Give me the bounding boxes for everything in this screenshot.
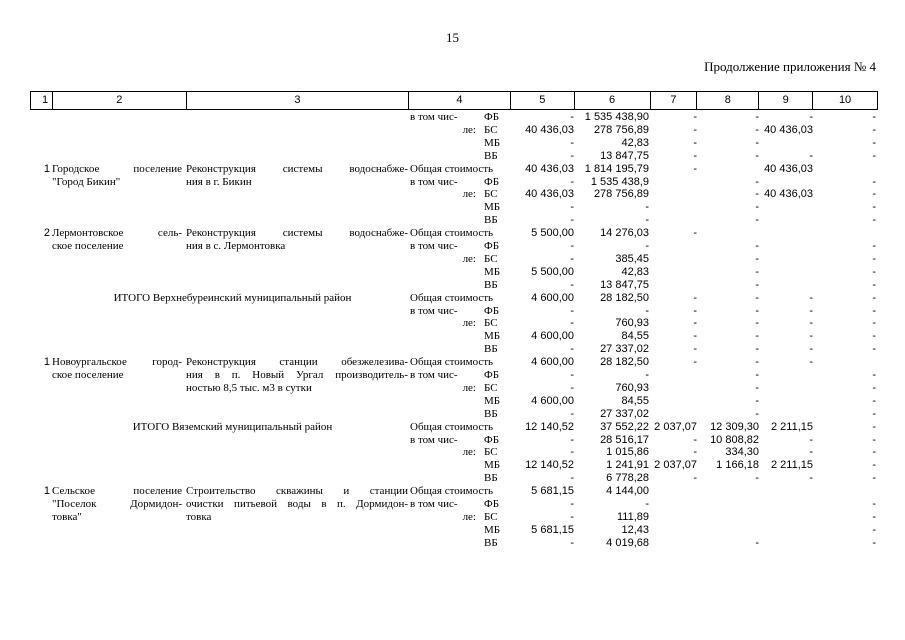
table-row bbox=[0, 485, 905, 498]
value-col-10: - bbox=[872, 394, 876, 407]
object-cell: ностью 8,5 тыс. м3 в сутки bbox=[186, 381, 312, 394]
funding-source: БС bbox=[484, 317, 498, 330]
table-row bbox=[0, 150, 905, 163]
value-col-5: 12 140,52 bbox=[525, 420, 574, 433]
value-col-5: 4 600,00 bbox=[531, 291, 574, 304]
table-row bbox=[0, 163, 905, 176]
value-col-7: - bbox=[693, 304, 697, 317]
value-col-6: 1 535 438,9 bbox=[590, 175, 649, 188]
value-col-10: - bbox=[872, 136, 876, 149]
value-col-7: - bbox=[693, 136, 697, 149]
value-col-9: - bbox=[809, 317, 813, 330]
municipality-cell: Лермонтовское сель- bbox=[52, 227, 182, 240]
value-col-10: - bbox=[872, 214, 876, 227]
funding-source: МБ bbox=[484, 265, 501, 278]
object-cell: товка bbox=[186, 510, 212, 523]
value-col-10: - bbox=[872, 278, 876, 291]
table-row bbox=[0, 382, 905, 395]
value-col-9: 2 211,15 bbox=[770, 459, 813, 472]
value-col-8: - bbox=[755, 123, 759, 136]
table-row bbox=[0, 408, 905, 421]
cost-label: ле: bbox=[462, 446, 476, 459]
value-col-8: - bbox=[755, 175, 759, 188]
table-row bbox=[0, 124, 905, 137]
header-cell-8: 8 bbox=[697, 92, 759, 109]
table-row bbox=[0, 537, 905, 550]
value-col-6: 27 337,02 bbox=[600, 343, 649, 356]
value-col-5: - bbox=[570, 381, 574, 394]
value-col-5: - bbox=[570, 446, 574, 459]
value-col-8: - bbox=[755, 472, 759, 485]
value-col-5: - bbox=[570, 252, 574, 265]
value-col-7: - bbox=[693, 291, 697, 304]
object-cell: ния в с. Лермонтовка bbox=[186, 240, 286, 252]
municipality-cell: ское поселение bbox=[52, 369, 124, 381]
value-col-10: - bbox=[872, 498, 876, 510]
value-col-6: 13 847,75 bbox=[600, 278, 649, 291]
cost-label: ле: bbox=[462, 188, 476, 201]
value-col-6: 12,43 bbox=[621, 523, 649, 536]
value-col-10: - bbox=[872, 420, 876, 433]
value-col-8: - bbox=[755, 188, 759, 201]
cost-label: Общая стоимость bbox=[410, 291, 494, 304]
table-row bbox=[0, 472, 905, 485]
value-col-8: - bbox=[755, 240, 759, 252]
table-row bbox=[0, 511, 905, 524]
value-col-9: - bbox=[809, 304, 813, 317]
value-col-6: - bbox=[645, 201, 649, 214]
value-col-5: 40 436,03 bbox=[525, 188, 574, 201]
value-col-6: 1 241,91 bbox=[606, 459, 649, 472]
value-col-5: - bbox=[570, 240, 574, 252]
value-col-6: 760,93 bbox=[615, 381, 649, 394]
value-col-6: - bbox=[645, 498, 649, 510]
value-col-10: - bbox=[872, 536, 876, 549]
value-col-8: - bbox=[755, 317, 759, 330]
page-number: 15 bbox=[446, 30, 459, 45]
value-col-5: 4 600,00 bbox=[531, 330, 574, 343]
header-cell-2: 2 bbox=[53, 92, 187, 109]
value-col-7: - bbox=[693, 356, 697, 369]
table-row bbox=[0, 343, 905, 356]
value-col-8: - bbox=[755, 304, 759, 317]
table-row bbox=[0, 395, 905, 408]
municipality-cell: ское поселение bbox=[52, 240, 124, 252]
value-col-7: - bbox=[693, 149, 697, 162]
row-number: 1 bbox=[43, 356, 50, 369]
value-col-5: - bbox=[570, 149, 574, 162]
table-row bbox=[0, 240, 905, 253]
funding-source: МБ bbox=[484, 394, 501, 407]
value-col-5: - bbox=[570, 136, 574, 149]
value-col-10: - bbox=[872, 343, 876, 356]
value-col-7: - bbox=[693, 330, 697, 343]
value-col-6: 84,55 bbox=[621, 394, 649, 407]
value-col-10: - bbox=[872, 304, 876, 317]
cost-label: в том чис- bbox=[410, 111, 458, 123]
value-col-9: - bbox=[809, 111, 813, 123]
object-cell: Реконструкция системы водоснабже- bbox=[186, 162, 408, 175]
table-row bbox=[0, 446, 905, 459]
value-col-10: - bbox=[872, 201, 876, 214]
value-col-9: - bbox=[809, 343, 813, 356]
table-row bbox=[0, 253, 905, 266]
value-col-5: - bbox=[570, 111, 574, 123]
funding-source: ФБ bbox=[484, 304, 500, 317]
value-col-5: 5 500,00 bbox=[531, 227, 574, 240]
value-col-5: 5 681,15 bbox=[531, 485, 574, 498]
object-cell: Реконструкция системы водоснабже- bbox=[186, 227, 408, 240]
cost-label: Общая стоимость bbox=[410, 420, 494, 433]
table-row bbox=[0, 227, 905, 240]
table-row bbox=[0, 356, 905, 369]
value-col-6: 37 552,22 bbox=[600, 420, 649, 433]
value-col-8: - bbox=[755, 265, 759, 278]
value-col-9: - bbox=[809, 330, 813, 343]
value-col-6: 14 276,03 bbox=[600, 227, 649, 240]
value-col-7: - bbox=[693, 227, 697, 240]
value-col-5: - bbox=[570, 369, 574, 381]
funding-source: БС bbox=[484, 252, 498, 265]
value-col-6: - bbox=[645, 304, 649, 317]
table-row bbox=[0, 421, 905, 434]
table-row bbox=[0, 201, 905, 214]
value-col-10: - bbox=[872, 407, 876, 420]
value-col-6: - bbox=[645, 240, 649, 252]
value-col-10: - bbox=[872, 523, 876, 536]
table-header bbox=[30, 91, 878, 110]
value-col-6: 278 756,89 bbox=[593, 123, 649, 136]
municipality-cell: Городское поселение bbox=[52, 162, 182, 175]
row-number: 1 bbox=[43, 485, 50, 498]
table-row bbox=[0, 459, 905, 472]
value-col-7: - bbox=[693, 343, 697, 356]
total-label: ИТОГО Верхнебуреинский муниципальный район bbox=[113, 291, 352, 304]
cost-label: Общая стоимость bbox=[410, 227, 494, 240]
value-col-8: - bbox=[755, 214, 759, 227]
value-col-9: 40 436,03 bbox=[764, 123, 813, 136]
value-col-5: - bbox=[570, 536, 574, 549]
value-col-6: 28 516,17 bbox=[600, 433, 649, 446]
cost-label: ле: bbox=[462, 252, 476, 265]
value-col-10: - bbox=[872, 381, 876, 394]
value-col-5: - bbox=[570, 498, 574, 510]
value-col-7: - bbox=[693, 111, 697, 123]
cost-label: в том чис- bbox=[410, 498, 458, 510]
value-col-6: 1 814 195,79 bbox=[584, 162, 649, 175]
header-cell-5: 5 bbox=[511, 92, 575, 109]
value-col-6: - bbox=[645, 369, 649, 381]
value-col-8: - bbox=[755, 252, 759, 265]
value-col-5: 40 436,03 bbox=[525, 123, 574, 136]
cost-label: в том чис- bbox=[410, 369, 458, 381]
value-col-6: 27 337,02 bbox=[600, 407, 649, 420]
table-row bbox=[0, 176, 905, 189]
funding-source: ФБ bbox=[484, 433, 500, 446]
value-col-6: 1 535 438,90 bbox=[584, 111, 649, 123]
header-cell-1: 1 bbox=[31, 92, 53, 109]
table-row bbox=[0, 137, 905, 150]
value-col-10: - bbox=[872, 240, 876, 252]
funding-source: ФБ bbox=[484, 369, 500, 381]
object-cell: Строительство скважины и станции bbox=[186, 485, 408, 498]
value-col-10: - bbox=[872, 175, 876, 188]
value-col-10: - bbox=[872, 446, 876, 459]
funding-source: ВБ bbox=[484, 407, 498, 420]
cost-label: в том чис- bbox=[410, 433, 458, 446]
value-col-5: - bbox=[570, 201, 574, 214]
table-row bbox=[0, 330, 905, 343]
value-col-6: 28 182,50 bbox=[600, 291, 649, 304]
table-row bbox=[0, 111, 905, 124]
header-cell-7: 7 bbox=[651, 92, 698, 109]
value-col-10: - bbox=[872, 291, 876, 304]
value-col-8: - bbox=[755, 369, 759, 381]
value-col-5: 5 681,15 bbox=[531, 523, 574, 536]
value-col-7: 2 037,07 bbox=[654, 459, 697, 472]
cost-label: Общая стоимость bbox=[410, 356, 494, 369]
value-col-10: - bbox=[872, 369, 876, 381]
value-col-9: - bbox=[809, 291, 813, 304]
value-col-6: 13 847,75 bbox=[600, 149, 649, 162]
funding-source: ВБ bbox=[484, 278, 498, 291]
funding-source: МБ bbox=[484, 330, 501, 343]
continuation-heading: Продолжение приложения № 4 bbox=[704, 59, 876, 74]
value-col-8: - bbox=[755, 356, 759, 369]
funding-source: ВБ bbox=[484, 536, 498, 549]
municipality-cell: Сельское поселение bbox=[52, 485, 182, 498]
value-col-8: - bbox=[755, 394, 759, 407]
cost-label: ле: bbox=[462, 123, 476, 136]
header-cell-10: 10 bbox=[838, 94, 852, 106]
value-col-9: - bbox=[809, 356, 813, 369]
value-col-7: - bbox=[693, 162, 697, 175]
value-col-8: - bbox=[755, 278, 759, 291]
value-col-10: - bbox=[872, 252, 876, 265]
value-col-7: - bbox=[693, 472, 697, 485]
value-col-7: - bbox=[693, 446, 697, 459]
value-col-9: - bbox=[809, 149, 813, 162]
value-col-9: - bbox=[809, 433, 813, 446]
value-col-5: - bbox=[570, 510, 574, 523]
value-col-5: - bbox=[570, 317, 574, 330]
table-row bbox=[0, 498, 905, 511]
table-row bbox=[0, 266, 905, 279]
value-col-8: - bbox=[755, 381, 759, 394]
value-col-6: 42,83 bbox=[621, 265, 649, 278]
funding-source: ВБ bbox=[484, 214, 498, 227]
value-col-5: 12 140,52 bbox=[525, 459, 574, 472]
value-col-5: - bbox=[570, 304, 574, 317]
value-col-8: - bbox=[755, 330, 759, 343]
header-cell-3: 3 bbox=[187, 92, 409, 109]
table-row bbox=[0, 369, 905, 382]
object-cell: ния в г. Бикин bbox=[186, 175, 252, 188]
value-col-6: 760,93 bbox=[615, 317, 649, 330]
header-cell-6: 6 bbox=[575, 92, 651, 109]
value-col-8: 1 166,18 bbox=[716, 459, 759, 472]
value-col-6: 278 756,89 bbox=[593, 188, 649, 201]
value-col-8: - bbox=[755, 536, 759, 549]
row-number: 1 bbox=[43, 162, 50, 175]
cost-label: в том чис- bbox=[410, 304, 458, 317]
value-col-10: - bbox=[872, 317, 876, 330]
municipality-cell: "Поселок Дормидон- bbox=[52, 498, 182, 510]
funding-source: ФБ bbox=[484, 240, 500, 252]
value-col-7: - bbox=[693, 317, 697, 330]
value-col-10: - bbox=[872, 330, 876, 343]
value-col-9: - bbox=[809, 472, 813, 485]
funding-source: МБ bbox=[484, 523, 501, 536]
value-col-6: 4 019,68 bbox=[606, 536, 649, 549]
value-col-8: - bbox=[755, 136, 759, 149]
value-col-6: 6 778,28 bbox=[606, 472, 649, 485]
value-col-8: - bbox=[755, 149, 759, 162]
value-col-6: - bbox=[645, 214, 649, 227]
value-col-6: 42,83 bbox=[621, 136, 649, 149]
value-col-5: - bbox=[570, 472, 574, 485]
value-col-9: - bbox=[809, 446, 813, 459]
table-row bbox=[0, 524, 905, 537]
value-col-5: - bbox=[570, 407, 574, 420]
value-col-8: 12 309,30 bbox=[710, 420, 759, 433]
municipality-cell: товка" bbox=[52, 510, 82, 523]
value-col-8: - bbox=[755, 343, 759, 356]
value-col-10: - bbox=[872, 459, 876, 472]
table-row bbox=[0, 214, 905, 227]
value-col-10: - bbox=[872, 265, 876, 278]
value-col-6: 111,89 bbox=[616, 510, 649, 523]
total-label: ИТОГО Вяземский муниципальный район bbox=[132, 420, 333, 433]
table-row bbox=[0, 279, 905, 292]
funding-source: МБ bbox=[484, 201, 501, 214]
value-col-5: 4 600,00 bbox=[531, 356, 574, 369]
value-col-6: 1 015,86 bbox=[606, 446, 649, 459]
value-col-6: 385,45 bbox=[615, 252, 649, 265]
value-col-10: - bbox=[872, 510, 876, 523]
value-col-7: 2 037,07 bbox=[654, 420, 697, 433]
funding-source: БС bbox=[484, 381, 498, 394]
value-col-5: - bbox=[570, 278, 574, 291]
table-row bbox=[0, 317, 905, 330]
header-cell-4: 4 bbox=[409, 92, 511, 109]
table-row bbox=[0, 292, 905, 305]
value-col-8: 334,30 bbox=[725, 446, 759, 459]
funding-source: БС bbox=[484, 123, 498, 136]
object-cell: очистки питьевой воды в п. Дормидон- bbox=[186, 498, 408, 510]
value-col-5: 4 600,00 bbox=[531, 394, 574, 407]
value-col-10: - bbox=[872, 149, 876, 162]
municipality-cell: Новоургальское город- bbox=[52, 356, 182, 369]
funding-source: МБ bbox=[484, 136, 501, 149]
value-col-5: 5 500,00 bbox=[531, 265, 574, 278]
table-row bbox=[0, 188, 905, 201]
value-col-9: 2 211,15 bbox=[770, 420, 813, 433]
cost-label: ле: bbox=[462, 317, 476, 330]
value-col-7: - bbox=[693, 123, 697, 136]
cost-label: ле: bbox=[462, 510, 476, 523]
value-col-5: - bbox=[570, 343, 574, 356]
row-number: 2 bbox=[43, 227, 50, 240]
value-col-7: - bbox=[693, 433, 697, 446]
value-col-10: - bbox=[872, 188, 876, 201]
funding-source: ВБ bbox=[484, 343, 498, 356]
value-col-8: - bbox=[755, 111, 759, 123]
cost-label: ле: bbox=[462, 381, 476, 394]
cost-label: Общая стоимость bbox=[410, 485, 494, 498]
value-col-6: 84,55 bbox=[621, 330, 649, 343]
funding-source: ВБ bbox=[484, 149, 498, 162]
funding-source: БС bbox=[484, 510, 498, 523]
table-row bbox=[0, 305, 905, 318]
value-col-8: - bbox=[755, 201, 759, 214]
cost-label: в том чис- bbox=[410, 240, 458, 252]
value-col-8: - bbox=[755, 407, 759, 420]
object-cell: ния в п. Новый Ургал производитель- bbox=[186, 369, 408, 381]
funding-source: ФБ bbox=[484, 175, 500, 188]
value-col-8: 10 808,82 bbox=[710, 433, 759, 446]
object-cell: Реконструкция станции обезжелезива- bbox=[186, 356, 408, 369]
value-col-10: - bbox=[872, 123, 876, 136]
value-col-10: - bbox=[872, 111, 876, 123]
funding-source: ФБ bbox=[484, 111, 500, 123]
funding-source: ФБ bbox=[484, 498, 500, 510]
header-cell-9: 9 bbox=[759, 92, 813, 109]
funding-source: БС bbox=[484, 446, 498, 459]
funding-source: МБ bbox=[484, 459, 501, 472]
value-col-10: - bbox=[872, 433, 876, 446]
value-col-5: - bbox=[570, 175, 574, 188]
value-col-5: 40 436,03 bbox=[525, 162, 574, 175]
value-col-9: 40 436,03 bbox=[764, 162, 813, 175]
funding-source: БС bbox=[484, 188, 498, 201]
table-row bbox=[0, 434, 905, 447]
cost-label: в том чис- bbox=[410, 175, 458, 188]
value-col-6: 4 144,00 bbox=[606, 485, 649, 498]
value-col-6: 28 182,50 bbox=[600, 356, 649, 369]
value-col-5: - bbox=[570, 214, 574, 227]
value-col-10: - bbox=[872, 472, 876, 485]
cost-label: Общая стоимость bbox=[410, 162, 494, 175]
funding-source: ВБ bbox=[484, 472, 498, 485]
municipality-cell: "Город Бикин" bbox=[52, 175, 121, 188]
value-col-8: - bbox=[755, 291, 759, 304]
value-col-5: - bbox=[570, 433, 574, 446]
value-col-9: 40 436,03 bbox=[764, 188, 813, 201]
